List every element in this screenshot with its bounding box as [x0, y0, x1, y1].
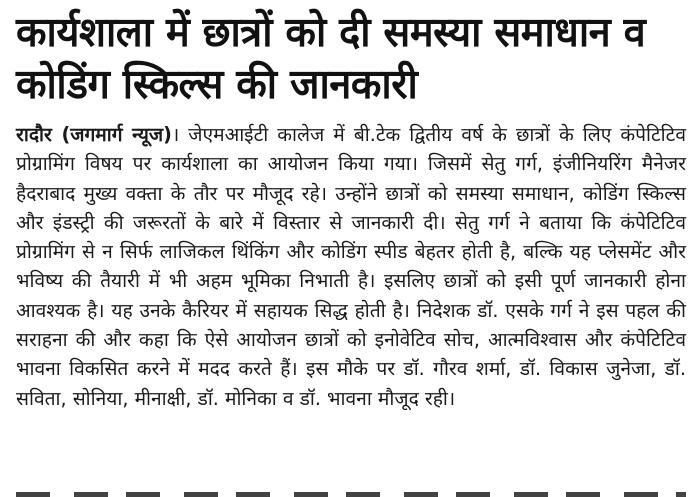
article-body-text: । जेएमआईटी कालेज में बी.टेक द्वितीय वर्ष के छात्रों के लिए कंपेटिटिव प्रोग्रामिंग विषय पर कार्यशाला का आयोजन किया गया। जिसमें सेतु गर्ग, इंजीनियरिंग मैनेजर हैदराबाद मुख्य वक्ता के तौर पर मौजूद रहे। उन्होंने छात्रों को समस्या समाधान, कोडिंग स्किल्स और इंडस्ट्री की जरूरतों के बारे में विस्तार से जानकारी दी। सेतु गर्ग ने बताया कि कंपेटिटिव प्रोग्रामिंग से न सिर्फ लाजिकल थिंकिंग और कोडिंग स्पीड बेहतर होती है, बल्कि यह प्लेसमेंट और भविष्य की तैयारी में भी अहम भूमिका निभाती है। इसलिए छात्रों को इसी पूर्ण जानकारी होना आवश्यक है। यह उनके कैरियर में सहायक सिद्ध होती है। निदेशक डॉ. एसके गर्ग ने इस पहल की सराहना की और कहा कि ऐसे आयोजन छात्रों को इनोवेटिव सोच, आत्मविश्वास और कंपेटिटिव भावना विकसित करने में मदद करते हैं। इस मौके पर डॉ. गौरव शर्मा, डॉ. विकास जुनेजा, डॉ. सविता, सोनिया, मीनाक्षी, डॉ. मोनिका व डॉ. भावना मौजूद रही। — [16, 123, 686, 410]
headline-line-2: कोडिंग स्किल्स की जानकारी — [16, 60, 418, 108]
article-dateline: रादौर (जगमार्ग न्यूज) — [16, 123, 172, 146]
next-headline-cutoff — [0, 489, 700, 497]
article-body — [16, 120, 686, 413]
article-headline — [16, 6, 666, 110]
headline-line-1: कार्यशाला में छात्रों को दी समस्या समाधान व — [16, 8, 646, 56]
